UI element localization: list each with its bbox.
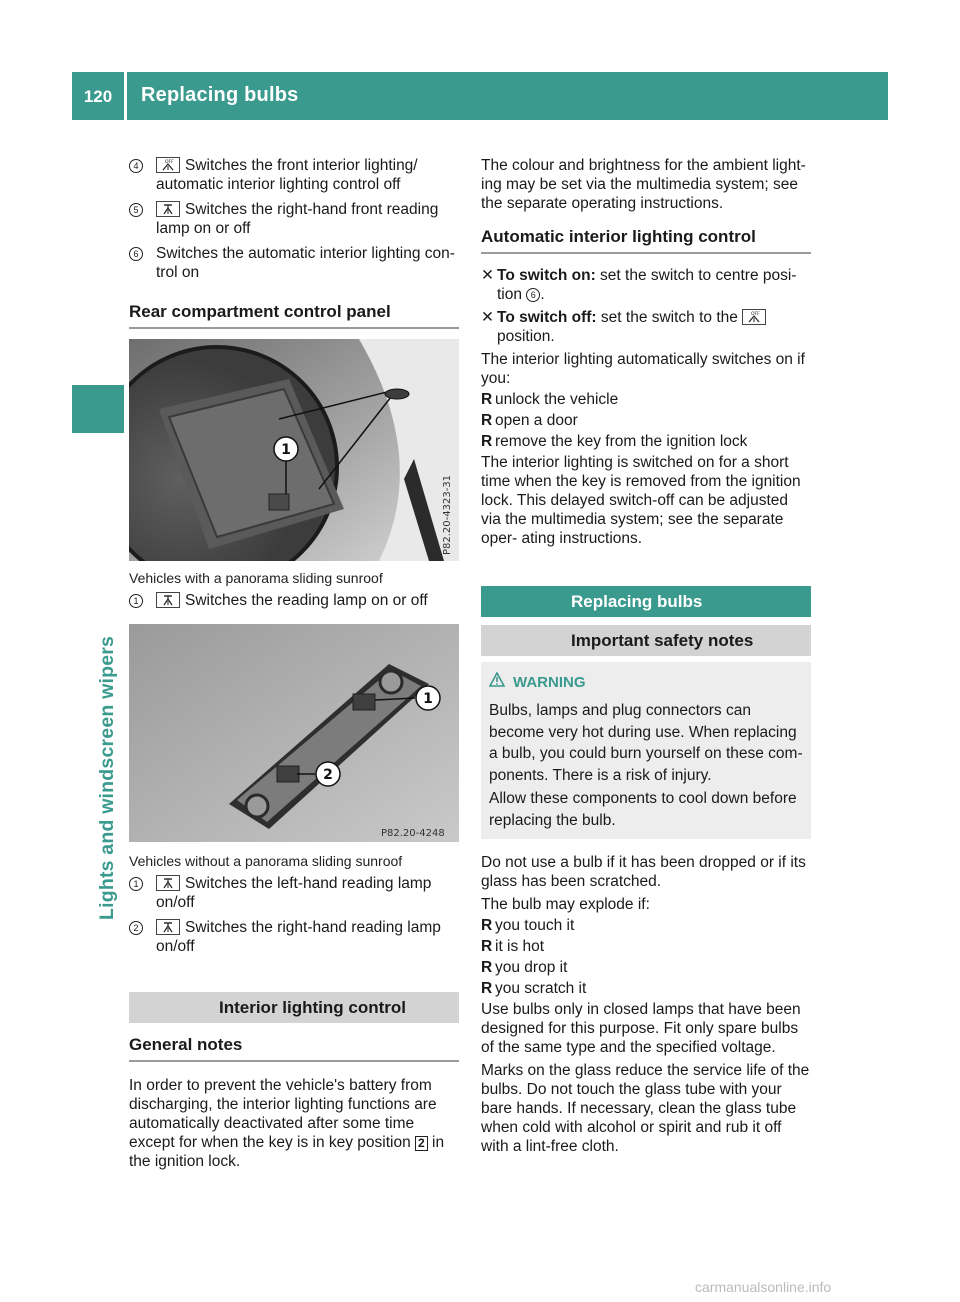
side-tab-square: [72, 385, 124, 433]
item-text: Switches the front interior lighting/ automatic interior lighting control off: [156, 157, 418, 193]
right-column: [481, 156, 811, 1156]
marker-badge: 6: [129, 247, 143, 261]
item-text: Switches the automatic interior lighting con- trol on: [156, 245, 455, 281]
item-text: Switches the right-hand front reading lamp on or off: [156, 201, 439, 237]
rear-panel-photo-sunroof: [129, 339, 459, 561]
step-text: set the switch to the: [600, 309, 738, 326]
reading-lamp-icon: [156, 875, 180, 891]
warning-label: WARNING: [513, 673, 586, 691]
section-band-interior-lighting: Interior lighting control: [129, 992, 459, 1023]
bullet-text: you drop it: [495, 959, 568, 976]
item-text: Switches the right-hand reading lamp on/off: [156, 919, 441, 955]
marker-badge: 2: [129, 921, 143, 935]
list-item: R remove the key from the ignition lock: [481, 433, 748, 450]
bullet-text: you touch it: [495, 917, 575, 934]
photo-code: P82.20-4323-31: [442, 474, 453, 555]
paragraph: Use bulbs only in closed lamps that have been designed for this purpose. Fit only spare bulbs of the same type and the specified voltage.: [481, 1001, 801, 1056]
list-item: [129, 156, 459, 194]
step-label: To switch off:: [497, 309, 597, 326]
warning-title: [489, 672, 805, 692]
step-arrow-icon: ✕: [481, 267, 494, 284]
reading-lamp-icon: [156, 919, 180, 935]
footer-watermark: carmanualsonline.info: [695, 1279, 832, 1295]
svg-text:OFF: OFF: [165, 160, 174, 165]
intro-paragraph: The colour and brightness for the ambient light- ing may be set via the multimedia system; see the separate operating instructions.: [481, 157, 806, 212]
paragraph: Marks on the glass reduce the service life of the bulbs. Do not touch the glass tube with your bare hands. If necessary, clean the glass tube when cold with alcohol or spirit and rub it off with a lint-free cloth.: [481, 1062, 810, 1155]
rear-panel-photo-no-sunroof: [129, 624, 459, 842]
reading-lamp-icon: [156, 592, 180, 608]
list-item: [129, 244, 459, 282]
bullet-text: unlock the vehicle: [495, 391, 619, 408]
auto-paragraph: The interior lighting automatically switches on if you:: [481, 351, 805, 387]
photo-caption: Vehicles with a panorama sliding sunroof: [129, 570, 383, 586]
general-text: In order to prevent the vehicle's battery from discharging, the interior lighting functions are automatically deactivated after some time except for when the key is in key position: [129, 1077, 437, 1151]
section-heading-auto: Automatic interior lighting control: [481, 227, 811, 254]
bullet-text: open a door: [495, 412, 578, 429]
svg-text:1: 1: [281, 442, 291, 458]
page-title: Replacing bulbs: [141, 84, 299, 106]
item-text: Switches the left-hand reading lamp on/off: [156, 875, 432, 911]
general-text-end: in the ignition lock.: [129, 1134, 445, 1170]
list-item: [129, 200, 459, 238]
svg-text:2: 2: [323, 767, 333, 783]
svg-text:1: 1: [423, 691, 433, 707]
paragraph: Do not use a bulb if it has been dropped or if its glass has been scratched.: [481, 854, 806, 890]
section-heading-rear: Rear compartment control panel: [129, 302, 459, 329]
list-item: R unlock the vehicle: [481, 391, 619, 408]
marker-badge: 1: [129, 594, 143, 608]
key-position-badge: 2: [415, 1136, 428, 1151]
ambient-light-off-icon: [156, 157, 180, 173]
ambient-light-off-icon: [742, 309, 766, 325]
list-item: [129, 874, 459, 912]
header-bar: [127, 72, 888, 120]
marker-badge: 4: [129, 159, 143, 173]
step-label: To switch on:: [497, 267, 596, 284]
item-text: Switches the reading lamp on or off: [185, 592, 428, 609]
bullet-text: you scratch it: [495, 980, 587, 997]
instruction-step: ✕ To switch on: set the switch to centre posi- tion 6 .: [481, 267, 797, 303]
section-band-safety-notes: Important safety notes: [481, 625, 811, 656]
step-arrow-icon: ✕: [481, 309, 494, 326]
list-item: R it is hot: [481, 938, 545, 955]
marker-badge: 1: [129, 877, 143, 891]
auto-paragraph-2: The interior lighting is switched on for a short time when the key is removed from the ignition lock. This delayed switch-off can be adjusted via the multimedia system; see the separate oper- ating instructions.: [481, 454, 801, 547]
step-text: set the switch to centre posi- tion: [497, 267, 797, 303]
warning-box: [481, 662, 811, 839]
paragraph: The bulb may explode if:: [481, 896, 650, 913]
svg-text:OFF: OFF: [751, 312, 760, 317]
list-item: R open a door: [481, 412, 578, 429]
side-tab-label: Lights and windscreen wipers: [96, 635, 118, 920]
instruction-step: [481, 308, 811, 346]
warning-text: Bulbs, lamps and plug connectors can become very hot during use. When replacing a bulb, you could burn yourself on these com- ponents. There is a risk of injury.: [489, 702, 803, 784]
warning-text: Allow these components to cool down before replacing the bulb.: [489, 790, 797, 829]
list-item: [129, 591, 459, 610]
list-item: R you touch it: [481, 917, 575, 934]
marker-badge: 6: [526, 288, 540, 302]
list-item: R you drop it: [481, 959, 568, 976]
general-notes-paragraph: [129, 1076, 459, 1171]
list-item: [129, 918, 459, 956]
section-heading-general: General notes: [129, 1035, 459, 1062]
photo-code: P82.20-4248: [381, 828, 445, 839]
reading-lamp-icon: [156, 201, 180, 217]
page-number: 120: [72, 72, 124, 120]
bullet-text: remove the key from the ignition lock: [495, 433, 748, 450]
left-column: [129, 156, 459, 1171]
section-band-replacing-bulbs: Replacing bulbs: [481, 586, 811, 617]
step-text-end: position.: [497, 328, 555, 345]
bullet-text: it is hot: [495, 938, 545, 955]
photo-caption: Vehicles without a panorama sliding sunroof: [129, 853, 403, 869]
warning-triangle-icon: [489, 672, 505, 692]
marker-badge: 5: [129, 203, 143, 217]
list-item: R you scratch it: [481, 980, 587, 997]
